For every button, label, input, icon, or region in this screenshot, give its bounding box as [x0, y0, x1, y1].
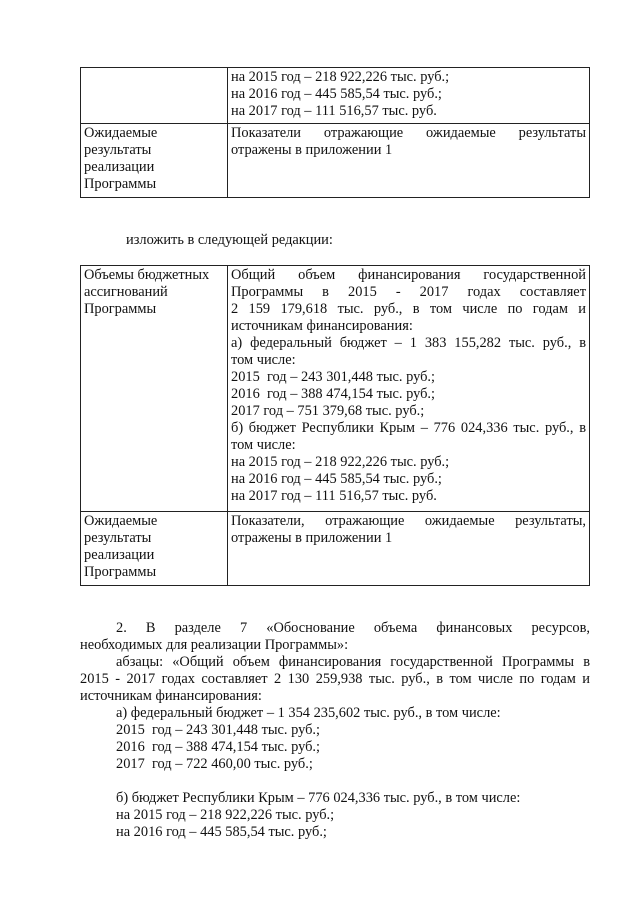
table-label-cell [81, 512, 228, 586]
table-value-cell [228, 124, 590, 198]
table-label-cell [81, 68, 228, 124]
crimea-budget-line: б) бюджет Республики Крым – 776 024,336 тыс. руб., в [231, 420, 586, 436]
funding-text-line: том числе: [231, 437, 296, 453]
table-label-cell [81, 124, 228, 198]
label-line: реализации [84, 547, 155, 563]
label-line: Ожидаемые [84, 125, 158, 141]
results-text-line: отражены в приложении 1 [231, 142, 393, 158]
results-text-line: Показатели отражающие ожидаемые результаты [231, 125, 586, 141]
results-text-line: отражены в приложении 1 [231, 530, 393, 546]
year-amount-line: на 2016 год – 445 585,54 тыс. руб.; [116, 824, 327, 840]
year-amount-line: 2016 год – 388 474,154 тыс. руб.; [231, 386, 436, 402]
table-value-cell [228, 68, 590, 124]
table-previous-version [80, 67, 590, 198]
funding-text-line: источникам финансирования: [231, 318, 413, 334]
federal-budget-line: а) федеральный бюджет – 1 383 155,282 тыс. руб., в [231, 335, 586, 351]
year-amount-line: на 2015 год – 218 922,226 тыс. руб.; [231, 69, 450, 85]
year-amount-line: 2017 год – 751 379,68 тыс. руб.; [231, 403, 425, 419]
results-text-line: Показатели, отражающие ожидаемые результаты, [231, 513, 586, 529]
crimea-budget-line: б) бюджет Республики Крым – 776 024,336 тыс. руб., в том числе: [116, 790, 521, 806]
year-amount-line: на 2017 год – 111 516,57 тыс. руб. [231, 488, 437, 504]
funding-text-line: 2 159 179,618 тыс. руб., в том числе по годам и [231, 301, 586, 317]
label-line: реализации [84, 159, 155, 175]
paragraph-line: 2015 - 2017 годах составляет 2 130 259,938 тыс. руб., в том числе по годам и [80, 671, 590, 687]
label-line: Программы [84, 564, 157, 580]
year-amount-line: 2016 год – 388 474,154 тыс. руб.; [116, 739, 321, 755]
funding-text-line: Общий объем финансирования государственной [231, 267, 586, 283]
section-heading-line: 2. В разделе 7 «Обоснование объема финансовых ресурсов, [116, 620, 590, 636]
year-amount-line: на 2016 год – 445 585,54 тыс. руб.; [231, 86, 442, 102]
year-amount-line: на 2017 год – 111 516,57 тыс. руб. [231, 103, 437, 119]
year-amount-line: 2017 год – 722 460,00 тыс. руб.; [116, 756, 313, 772]
table-row [81, 68, 590, 124]
year-amount-line: 2015 год – 243 301,448 тыс. руб.; [116, 722, 321, 738]
table-row [81, 124, 590, 198]
intro-text: изложить в следующей редакции: [126, 232, 333, 248]
year-amount-line: на 2015 год – 218 922,226 тыс. руб.; [231, 454, 450, 470]
year-amount-line: 2015 год – 243 301,448 тыс. руб.; [231, 369, 436, 385]
paragraph-line: источникам финансирования: [80, 688, 262, 704]
label-line: ассигнований [84, 284, 168, 300]
year-amount-line: на 2016 год – 445 585,54 тыс. руб.; [231, 471, 442, 487]
label-line: Объемы бюджетных [84, 267, 210, 283]
funding-text-line: том числе: [231, 352, 296, 368]
label-line: Ожидаемые [84, 513, 158, 529]
section-heading-line: необходимых для реализации Программы»: [80, 637, 349, 653]
paragraph-line: абзацы: «Общий объем финансирования государственной Программы в [116, 654, 590, 670]
table-row [81, 266, 590, 512]
table-new-version [80, 265, 590, 586]
table-row [81, 512, 590, 586]
table-value-cell [228, 512, 590, 586]
label-line: результаты [84, 530, 152, 546]
funding-text-line: Программы в 2015 - 2017 годах составляет [231, 284, 586, 300]
table-label-cell [81, 266, 228, 512]
label-line: Программы [84, 176, 157, 192]
table-value-cell [228, 266, 590, 512]
label-line: Программы [84, 301, 157, 317]
federal-budget-line: а) федеральный бюджет – 1 354 235,602 тыс. руб., в том числе: [116, 705, 501, 721]
year-amount-line: на 2015 год – 218 922,226 тыс. руб.; [116, 807, 335, 823]
label-line: результаты [84, 142, 152, 158]
